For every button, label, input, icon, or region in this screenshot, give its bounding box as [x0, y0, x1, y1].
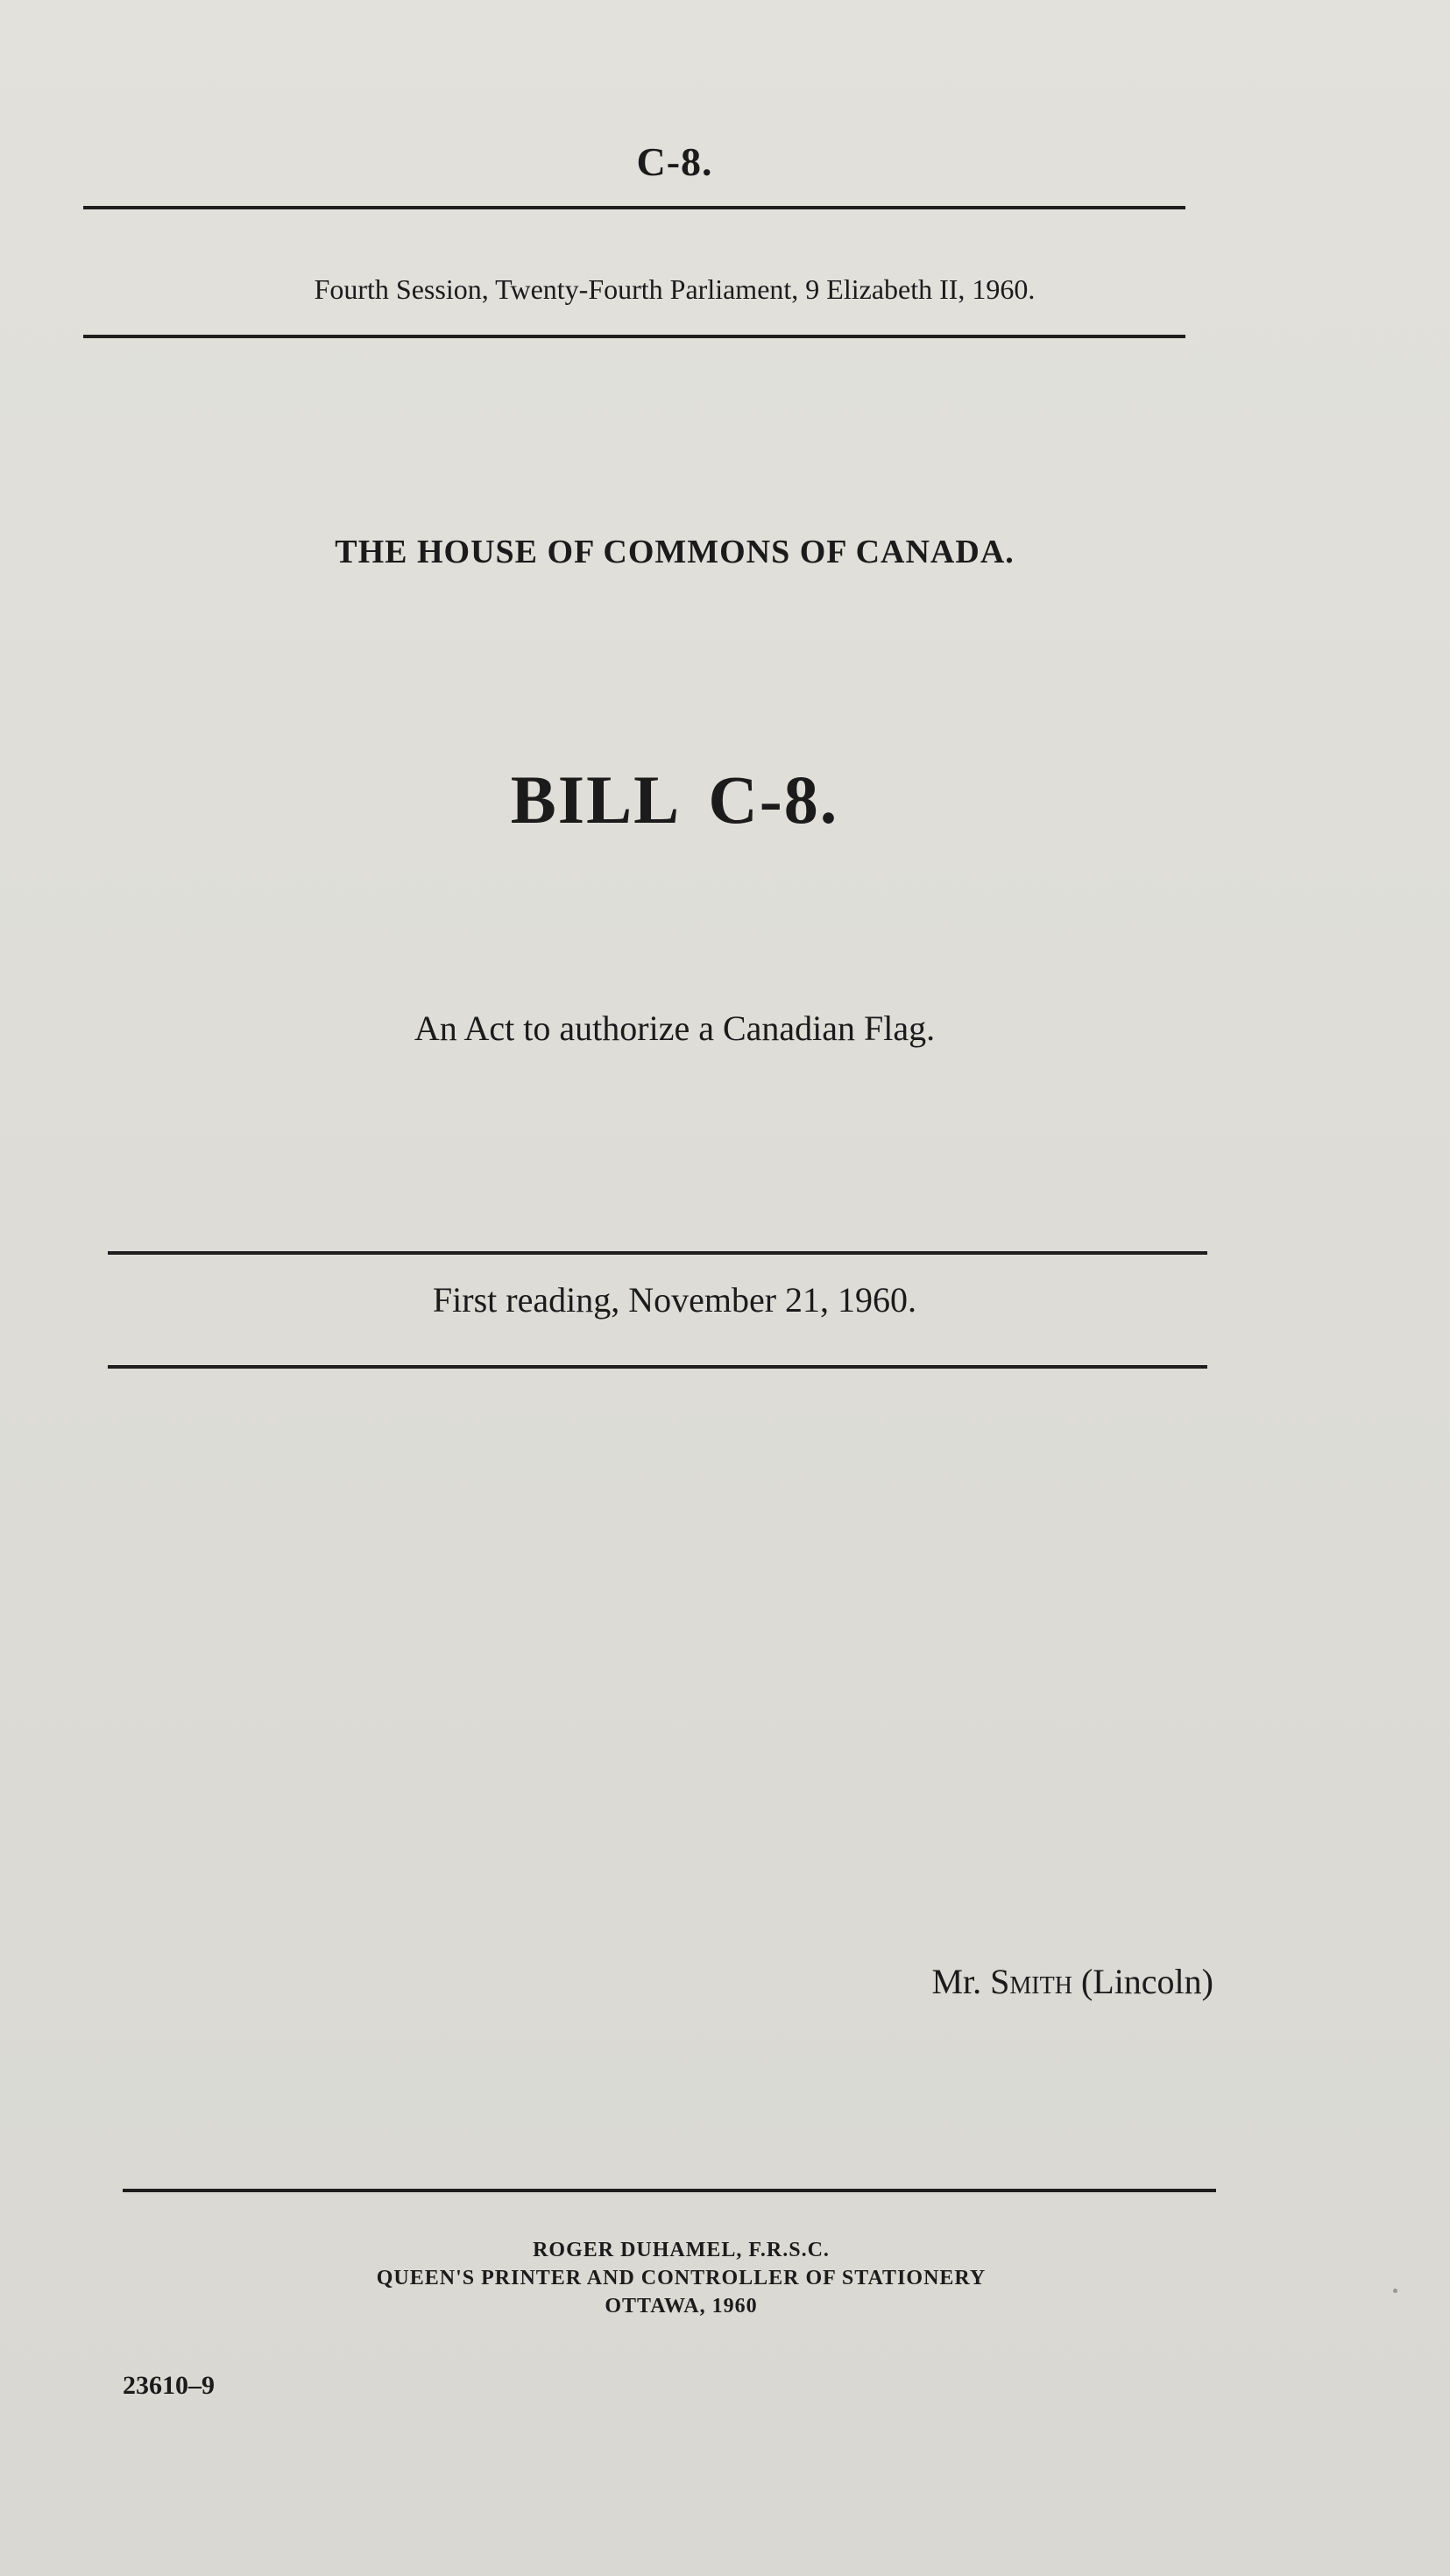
house-title: THE HOUSE OF COMMONS OF CANADA. — [335, 534, 1015, 570]
sponsor-riding: (Lincoln) — [1080, 1962, 1213, 2001]
session-line: Fourth Session, Twenty-Fourth Parliament, 9 Elizabeth II, 1960. — [314, 273, 1036, 305]
act-title: An Act to authorize a Canadian Flag. — [414, 1008, 936, 1048]
printer-office: QUEEN'S PRINTER AND CONTROLLER OF STATIONERY — [376, 2267, 987, 2289]
session-rule — [83, 335, 1185, 338]
paper-speck — [1393, 2289, 1397, 2293]
printer-name: ROGER DUHAMEL, F.R.S.C. — [533, 2239, 830, 2261]
first-reading-line: First reading, November 21, 1960. — [432, 1280, 917, 1320]
sponsor-prefix: Mr. — [931, 1962, 982, 2001]
sponsor-line — [931, 1961, 1213, 2002]
top-rule — [83, 206, 1185, 209]
bill-title: BILL C-8. — [510, 761, 839, 838]
sponsor-surname: Smith — [990, 1962, 1072, 2001]
printer-block — [0, 2236, 1362, 2320]
bill-number-header: C-8. — [636, 139, 713, 184]
reading-bottom-rule — [108, 1365, 1207, 1369]
printer-rule — [123, 2189, 1216, 2192]
printer-location: OTTAWA, 1960 — [605, 2295, 758, 2318]
reading-top-rule — [108, 1251, 1207, 1255]
catalogue-number: 23610–9 — [123, 2371, 215, 2400]
